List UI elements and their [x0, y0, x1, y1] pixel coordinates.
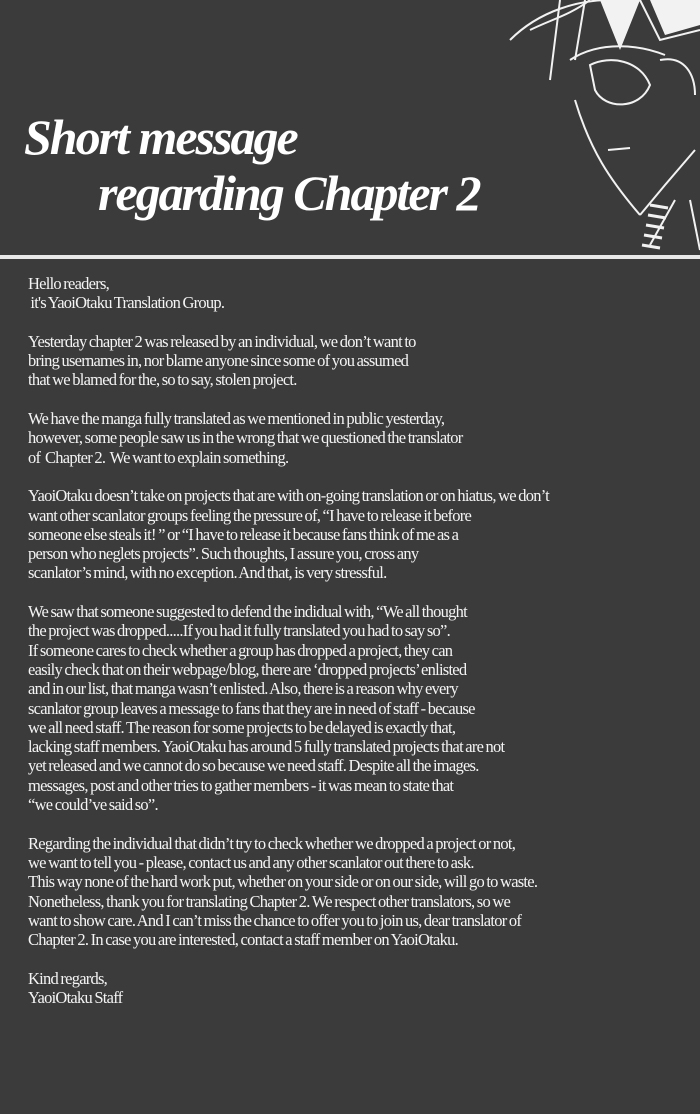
text-line: This way none of the hard work put, whether on your side or on our side, will go to waste.: [28, 872, 538, 892]
header-banner: [0, 0, 700, 257]
text-line: easily check that on their webpage/blog, there are ‘dropped projects’ enlisted: [28, 659, 467, 679]
paragraph: [28, 834, 549, 950]
text-line: YaoiOtaku doesn’t take on projects that are with on-going translation or on hiatus, we don’t: [28, 486, 549, 506]
divider-line: [0, 255, 700, 259]
manga-character-illustration: [490, 0, 700, 257]
text-line: Regarding the individual that didn’t try to check whether we dropped a project or not,: [28, 833, 516, 853]
text-line: we want to tell you - please, contact us and any other scanlator out there to ask.: [28, 852, 474, 872]
paragraph: [28, 486, 549, 582]
text-line: however, some people saw us in the wrong that we questioned the translator: [28, 428, 463, 448]
text-line: “we could’ve said so”.: [28, 795, 158, 815]
text-line: want to show care. And I can’t miss the chance to offer you to join us, dear translator of: [28, 910, 522, 930]
paragraph: [28, 332, 549, 390]
text-line: Nonetheless, thank you for translating Chapter 2. We respect other translators, so we: [28, 891, 511, 911]
text-line: person who neglets projects”. Such thoughts, I assure you, cross any: [28, 544, 419, 564]
text-line: we all need staff. The reason for some projects to be delayed is exactly that,: [28, 717, 456, 737]
paragraph: [28, 274, 549, 313]
text-line: that we blamed for the, so to say, stolen project.: [28, 370, 297, 390]
text-line: messages, post and other tries to gather members - it was mean to state that: [28, 775, 454, 795]
text-line: scanlator group leaves a message to fans that they are in need of staff - because: [28, 698, 475, 718]
text-line: someone else steals it! ” or “I have to release it because fans think of me as a: [28, 524, 459, 544]
text-line: Hello readers,: [28, 274, 110, 293]
text-line: yet released and we cannot do so because we need staff. Despite all the images.: [28, 756, 479, 776]
paragraph: [28, 969, 549, 1008]
text-line: it's YaoiOtaku Translation Group.: [28, 293, 225, 313]
title-line-2: regarding Chapter 2: [98, 165, 480, 221]
text-line: Yesterday chapter 2 was released by an individual, we don’t want to: [28, 331, 416, 351]
text-line: the project was dropped.....If you had it fully translated you had to say so”.: [28, 621, 451, 641]
text-line: lacking staff members. YaoiOtaku has around 5 fully translated projects that are not: [28, 737, 505, 757]
paragraph: [28, 409, 549, 467]
text-line: and in our list, that manga wasn’t enlisted. Also, there is a reason why every: [28, 679, 458, 699]
text-line: We have the manga fully translated as we mentioned in public yesterday,: [28, 409, 445, 429]
message-body: [28, 274, 549, 1027]
text-line: Kind regards,: [28, 968, 108, 988]
text-line: YaoiOtaku Staff: [28, 987, 123, 1007]
title-line-1: Short message: [24, 109, 297, 165]
text-line: of Chapter 2. We want to explain something.: [28, 447, 289, 467]
text-line: want other scanlator groups feeling the pressure of, “I have to release it before: [28, 505, 472, 525]
text-line: bring usernames in, nor blame anyone since some of you assumed: [28, 351, 409, 371]
text-line: scanlator’s mind, with no exception. And that, is very stressful.: [28, 563, 387, 583]
text-line: We saw that someone suggested to defend the indidual with, “We all thought: [28, 602, 467, 622]
text-line: Chapter 2. In case you are interested, contact a staff member on YaoiOtaku.: [28, 930, 458, 950]
text-line: If someone cares to check whether a group has dropped a project, they can: [28, 640, 453, 660]
paragraph: [28, 602, 549, 814]
